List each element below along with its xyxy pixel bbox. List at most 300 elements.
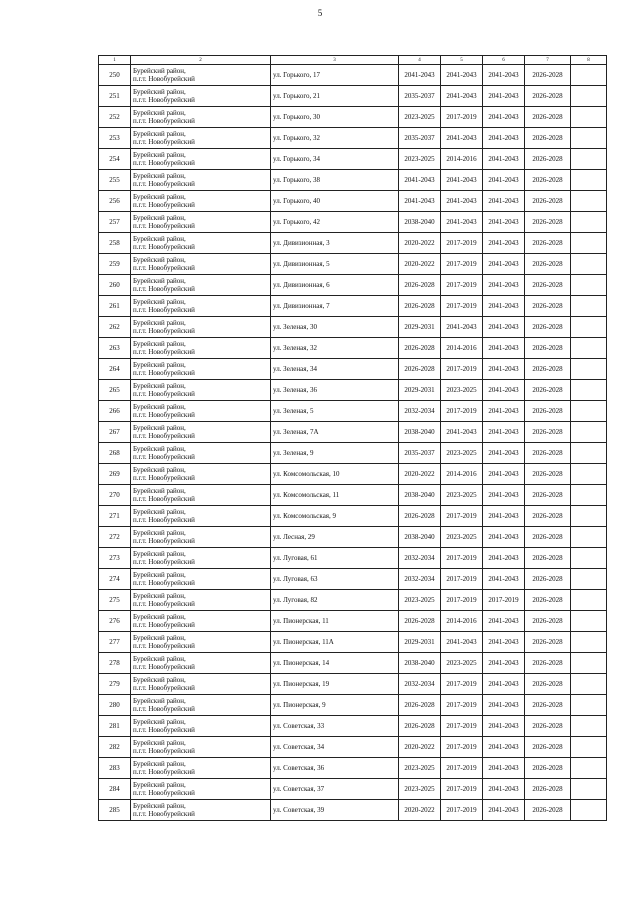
period-col-4: 2026-2028 — [399, 338, 441, 359]
settlement-name: п.г.т. Новобурейский — [133, 117, 195, 125]
settlement-name: п.г.т. Новобурейский — [133, 768, 195, 776]
period-col-6: 2041-2043 — [483, 674, 525, 695]
settlement-name: п.г.т. Новобурейский — [133, 264, 195, 272]
empty-col-8 — [571, 611, 607, 632]
settlement-name: п.г.т. Новобурейский — [133, 726, 195, 734]
empty-col-8 — [571, 401, 607, 422]
table-row — [99, 758, 607, 779]
district-name: Бурейский район, — [133, 592, 186, 600]
period-col-5: 2017-2019 — [441, 737, 483, 758]
header-col-5: 5 — [441, 56, 483, 65]
empty-col-8 — [571, 716, 607, 737]
row-number: 263 — [99, 338, 131, 359]
district-name: Бурейский район, — [133, 256, 186, 264]
table-row — [99, 695, 607, 716]
table-row — [99, 86, 607, 107]
table-row — [99, 590, 607, 611]
table-row — [99, 149, 607, 170]
period-col-5: 2017-2019 — [441, 506, 483, 527]
period-col-6: 2041-2043 — [483, 800, 525, 821]
period-col-6: 2041-2043 — [483, 65, 525, 86]
settlement-name: п.г.т. Новобурейский — [133, 327, 195, 335]
district-cell — [131, 800, 271, 821]
period-col-7: 2026-2028 — [525, 380, 571, 401]
district-name: Бурейский район, — [133, 319, 186, 327]
district-cell — [131, 317, 271, 338]
settlement-name: п.г.т. Новобурейский — [133, 705, 195, 713]
period-col-7: 2026-2028 — [525, 611, 571, 632]
period-col-7: 2026-2028 — [525, 296, 571, 317]
period-col-4: 2023-2025 — [399, 758, 441, 779]
period-col-5: 2023-2025 — [441, 485, 483, 506]
settlement-name: п.г.т. Новобурейский — [133, 684, 195, 692]
period-col-5: 2017-2019 — [441, 674, 483, 695]
district-name: Бурейский район, — [133, 172, 186, 180]
period-col-6: 2041-2043 — [483, 359, 525, 380]
empty-col-8 — [571, 359, 607, 380]
period-col-6: 2041-2043 — [483, 401, 525, 422]
empty-col-8 — [571, 506, 607, 527]
settlement-name: п.г.т. Новобурейский — [133, 411, 195, 419]
period-col-7: 2026-2028 — [525, 674, 571, 695]
period-col-5: 2017-2019 — [441, 107, 483, 128]
period-col-4: 2020-2022 — [399, 800, 441, 821]
district-name: Бурейский район, — [133, 235, 186, 243]
period-col-6: 2041-2043 — [483, 716, 525, 737]
period-col-5: 2041-2043 — [441, 191, 483, 212]
district-cell — [131, 338, 271, 359]
period-col-6: 2041-2043 — [483, 254, 525, 275]
period-col-4: 2026-2028 — [399, 296, 441, 317]
district-cell — [131, 359, 271, 380]
period-col-4: 2020-2022 — [399, 737, 441, 758]
period-col-4: 2035-2037 — [399, 443, 441, 464]
district-name: Бурейский район, — [133, 760, 186, 768]
period-col-4: 2023-2025 — [399, 107, 441, 128]
address-cell: ул. Пионерская, 19 — [271, 674, 399, 695]
settlement-name: п.г.т. Новобурейский — [133, 453, 195, 461]
period-col-7: 2026-2028 — [525, 632, 571, 653]
period-col-4: 2038-2040 — [399, 422, 441, 443]
period-col-6: 2041-2043 — [483, 611, 525, 632]
address-cell: ул. Горького, 21 — [271, 86, 399, 107]
period-col-7: 2026-2028 — [525, 317, 571, 338]
settlement-name: п.г.т. Новобурейский — [133, 306, 195, 314]
period-col-4: 2041-2043 — [399, 191, 441, 212]
period-col-7: 2026-2028 — [525, 401, 571, 422]
period-col-5: 2014-2016 — [441, 464, 483, 485]
period-col-6: 2041-2043 — [483, 485, 525, 506]
district-cell — [131, 212, 271, 233]
period-col-4: 2032-2034 — [399, 569, 441, 590]
district-cell — [131, 611, 271, 632]
address-cell: ул. Дивизионная, 7 — [271, 296, 399, 317]
address-cell: ул. Комсомольская, 10 — [271, 464, 399, 485]
period-col-6: 2041-2043 — [483, 149, 525, 170]
district-name: Бурейский район, — [133, 67, 186, 75]
row-number: 283 — [99, 758, 131, 779]
district-name: Бурейский район, — [133, 781, 186, 789]
period-col-6: 2041-2043 — [483, 695, 525, 716]
district-name: Бурейский район, — [133, 193, 186, 201]
header-col-3: 3 — [271, 56, 399, 65]
empty-col-8 — [571, 233, 607, 254]
district-name: Бурейский район, — [133, 361, 186, 369]
row-number: 282 — [99, 737, 131, 758]
header-col-4: 4 — [399, 56, 441, 65]
period-col-5: 2023-2025 — [441, 380, 483, 401]
row-number: 266 — [99, 401, 131, 422]
district-cell — [131, 65, 271, 86]
empty-col-8 — [571, 296, 607, 317]
address-cell: ул. Горького, 42 — [271, 212, 399, 233]
settlement-name: п.г.т. Новобурейский — [133, 810, 195, 818]
address-cell: ул. Горького, 32 — [271, 128, 399, 149]
empty-col-8 — [571, 170, 607, 191]
empty-col-8 — [571, 128, 607, 149]
period-col-4: 2020-2022 — [399, 464, 441, 485]
address-cell: ул. Горького, 30 — [271, 107, 399, 128]
table-row — [99, 212, 607, 233]
row-number: 250 — [99, 65, 131, 86]
period-col-6: 2041-2043 — [483, 443, 525, 464]
period-col-6: 2041-2043 — [483, 317, 525, 338]
address-cell: ул. Зеленая, 7А — [271, 422, 399, 443]
district-cell — [131, 149, 271, 170]
empty-col-8 — [571, 527, 607, 548]
table-row — [99, 317, 607, 338]
period-col-4: 2032-2034 — [399, 674, 441, 695]
table-row — [99, 380, 607, 401]
settlement-name: п.г.т. Новобурейский — [133, 579, 195, 587]
housing-registry-table — [98, 55, 607, 821]
period-col-7: 2026-2028 — [525, 233, 571, 254]
district-name: Бурейский район, — [133, 718, 186, 726]
period-col-5: 2017-2019 — [441, 359, 483, 380]
row-number: 258 — [99, 233, 131, 254]
period-col-6: 2041-2043 — [483, 191, 525, 212]
settlement-name: п.г.т. Новобурейский — [133, 747, 195, 755]
period-col-6: 2041-2043 — [483, 212, 525, 233]
table-row — [99, 359, 607, 380]
settlement-name: п.г.т. Новобурейский — [133, 600, 195, 608]
district-cell — [131, 170, 271, 191]
district-cell — [131, 128, 271, 149]
period-col-5: 2017-2019 — [441, 695, 483, 716]
address-cell: ул. Зеленая, 32 — [271, 338, 399, 359]
district-cell — [131, 254, 271, 275]
district-cell — [131, 590, 271, 611]
district-cell — [131, 296, 271, 317]
table-row — [99, 443, 607, 464]
period-col-4: 2023-2025 — [399, 590, 441, 611]
empty-col-8 — [571, 758, 607, 779]
settlement-name: п.г.т. Новобурейский — [133, 159, 195, 167]
period-col-7: 2026-2028 — [525, 695, 571, 716]
period-col-7: 2026-2028 — [525, 464, 571, 485]
empty-col-8 — [571, 107, 607, 128]
row-number: 257 — [99, 212, 131, 233]
period-col-4: 2026-2028 — [399, 716, 441, 737]
period-col-6: 2017-2019 — [483, 590, 525, 611]
period-col-5: 2041-2043 — [441, 170, 483, 191]
period-col-7: 2026-2028 — [525, 128, 571, 149]
row-number: 274 — [99, 569, 131, 590]
period-col-4: 2029-2031 — [399, 317, 441, 338]
period-col-7: 2026-2028 — [525, 485, 571, 506]
district-cell — [131, 569, 271, 590]
period-col-7: 2026-2028 — [525, 590, 571, 611]
period-col-5: 2041-2043 — [441, 212, 483, 233]
period-col-4: 2035-2037 — [399, 128, 441, 149]
district-cell — [131, 758, 271, 779]
period-col-5: 2041-2043 — [441, 86, 483, 107]
settlement-name: п.г.т. Новобурейский — [133, 180, 195, 188]
period-col-5: 2041-2043 — [441, 65, 483, 86]
address-cell: ул. Советская, 33 — [271, 716, 399, 737]
table-row — [99, 632, 607, 653]
table-row — [99, 296, 607, 317]
address-cell: ул. Дивизионная, 3 — [271, 233, 399, 254]
row-number: 252 — [99, 107, 131, 128]
empty-col-8 — [571, 779, 607, 800]
row-number: 275 — [99, 590, 131, 611]
settlement-name: п.г.т. Новобурейский — [133, 474, 195, 482]
district-cell — [131, 527, 271, 548]
district-cell — [131, 380, 271, 401]
page-number: 5 — [317, 8, 323, 18]
period-col-4: 2029-2031 — [399, 632, 441, 653]
table-row — [99, 401, 607, 422]
address-cell: ул. Луговая, 61 — [271, 548, 399, 569]
empty-col-8 — [571, 275, 607, 296]
table-row — [99, 233, 607, 254]
district-cell — [131, 506, 271, 527]
district-name: Бурейский район, — [133, 130, 186, 138]
row-number: 281 — [99, 716, 131, 737]
period-col-7: 2026-2028 — [525, 527, 571, 548]
row-number: 251 — [99, 86, 131, 107]
table-row — [99, 338, 607, 359]
district-cell — [131, 86, 271, 107]
district-cell — [131, 422, 271, 443]
period-col-4: 2038-2040 — [399, 653, 441, 674]
address-cell: ул. Горького, 38 — [271, 170, 399, 191]
address-cell: ул. Горького, 17 — [271, 65, 399, 86]
period-col-4: 2038-2040 — [399, 485, 441, 506]
period-col-7: 2026-2028 — [525, 443, 571, 464]
table-row — [99, 275, 607, 296]
period-col-5: 2017-2019 — [441, 569, 483, 590]
period-col-6: 2041-2043 — [483, 632, 525, 653]
period-col-7: 2026-2028 — [525, 65, 571, 86]
period-col-4: 2023-2025 — [399, 149, 441, 170]
row-number: 261 — [99, 296, 131, 317]
period-col-4: 2041-2043 — [399, 65, 441, 86]
address-cell: ул. Зеленая, 36 — [271, 380, 399, 401]
period-col-4: 2026-2028 — [399, 275, 441, 296]
district-name: Бурейский район, — [133, 340, 186, 348]
settlement-name: п.г.т. Новобурейский — [133, 558, 195, 566]
period-col-7: 2026-2028 — [525, 800, 571, 821]
address-cell: ул. Советская, 34 — [271, 737, 399, 758]
district-cell — [131, 233, 271, 254]
row-number: 265 — [99, 380, 131, 401]
district-name: Бурейский район, — [133, 655, 186, 663]
period-col-6: 2041-2043 — [483, 338, 525, 359]
empty-col-8 — [571, 590, 607, 611]
table-row — [99, 191, 607, 212]
settlement-name: п.г.т. Новобурейский — [133, 621, 195, 629]
period-col-5: 2041-2043 — [441, 128, 483, 149]
period-col-7: 2026-2028 — [525, 506, 571, 527]
period-col-4: 2029-2031 — [399, 380, 441, 401]
period-col-5: 2017-2019 — [441, 779, 483, 800]
table-row — [99, 674, 607, 695]
period-col-6: 2041-2043 — [483, 233, 525, 254]
district-cell — [131, 464, 271, 485]
row-number: 270 — [99, 485, 131, 506]
address-cell: ул. Пионерская, 11 — [271, 611, 399, 632]
address-cell: ул. Горького, 40 — [271, 191, 399, 212]
period-col-5: 2017-2019 — [441, 401, 483, 422]
row-number: 280 — [99, 695, 131, 716]
address-cell: ул. Дивизионная, 5 — [271, 254, 399, 275]
row-number: 278 — [99, 653, 131, 674]
period-col-6: 2041-2043 — [483, 275, 525, 296]
district-cell — [131, 443, 271, 464]
district-cell — [131, 674, 271, 695]
settlement-name: п.г.т. Новобурейский — [133, 789, 195, 797]
row-number: 254 — [99, 149, 131, 170]
district-cell — [131, 485, 271, 506]
row-number: 269 — [99, 464, 131, 485]
period-col-7: 2026-2028 — [525, 653, 571, 674]
settlement-name: п.г.т. Новобурейский — [133, 75, 195, 83]
district-cell — [131, 779, 271, 800]
district-name: Бурейский район, — [133, 529, 186, 537]
table-row — [99, 128, 607, 149]
empty-col-8 — [571, 65, 607, 86]
district-name: Бурейский район, — [133, 298, 186, 306]
period-col-4: 2020-2022 — [399, 233, 441, 254]
district-name: Бурейский район, — [133, 508, 186, 516]
period-col-5: 2023-2025 — [441, 527, 483, 548]
district-name: Бурейский район, — [133, 109, 186, 117]
settlement-name: п.г.т. Новобурейский — [133, 642, 195, 650]
period-col-7: 2026-2028 — [525, 191, 571, 212]
row-number: 264 — [99, 359, 131, 380]
settlement-name: п.г.т. Новобурейский — [133, 348, 195, 356]
district-name: Бурейский район, — [133, 151, 186, 159]
period-col-7: 2026-2028 — [525, 275, 571, 296]
district-name: Бурейский район, — [133, 613, 186, 621]
table-row — [99, 422, 607, 443]
period-col-6: 2041-2043 — [483, 737, 525, 758]
district-cell — [131, 716, 271, 737]
empty-col-8 — [571, 380, 607, 401]
address-cell: ул. Дивизионная, 6 — [271, 275, 399, 296]
settlement-name: п.г.т. Новобурейский — [133, 432, 195, 440]
table-row — [99, 65, 607, 86]
table-body — [99, 65, 607, 821]
row-number: 255 — [99, 170, 131, 191]
district-cell — [131, 695, 271, 716]
address-cell: ул. Зеленая, 9 — [271, 443, 399, 464]
district-name: Бурейский район, — [133, 802, 186, 810]
address-cell: ул. Советская, 39 — [271, 800, 399, 821]
period-col-6: 2041-2043 — [483, 569, 525, 590]
table-row — [99, 653, 607, 674]
empty-col-8 — [571, 632, 607, 653]
district-name: Бурейский район, — [133, 88, 186, 96]
period-col-6: 2041-2043 — [483, 548, 525, 569]
period-col-7: 2026-2028 — [525, 569, 571, 590]
row-number: 271 — [99, 506, 131, 527]
period-col-7: 2026-2028 — [525, 170, 571, 191]
district-cell — [131, 632, 271, 653]
district-cell — [131, 737, 271, 758]
empty-col-8 — [571, 653, 607, 674]
period-col-4: 2023-2025 — [399, 779, 441, 800]
empty-col-8 — [571, 695, 607, 716]
period-col-5: 2017-2019 — [441, 758, 483, 779]
period-col-6: 2041-2043 — [483, 128, 525, 149]
settlement-name: п.г.т. Новобурейский — [133, 663, 195, 671]
table-row — [99, 170, 607, 191]
row-number: 284 — [99, 779, 131, 800]
district-name: Бурейский район, — [133, 739, 186, 747]
period-col-5: 2017-2019 — [441, 800, 483, 821]
table-row — [99, 506, 607, 527]
table-row — [99, 716, 607, 737]
table-row — [99, 569, 607, 590]
period-col-7: 2026-2028 — [525, 338, 571, 359]
row-number: 253 — [99, 128, 131, 149]
empty-col-8 — [571, 86, 607, 107]
address-cell: ул. Советская, 37 — [271, 779, 399, 800]
period-col-4: 2026-2028 — [399, 359, 441, 380]
row-number: 272 — [99, 527, 131, 548]
settlement-name: п.г.т. Новобурейский — [133, 285, 195, 293]
table-row — [99, 485, 607, 506]
header-col-2: 2 — [131, 56, 271, 65]
row-number: 285 — [99, 800, 131, 821]
period-col-5: 2023-2025 — [441, 653, 483, 674]
period-col-6: 2041-2043 — [483, 653, 525, 674]
period-col-7: 2026-2028 — [525, 107, 571, 128]
empty-col-8 — [571, 212, 607, 233]
district-name: Бурейский район, — [133, 676, 186, 684]
period-col-7: 2026-2028 — [525, 422, 571, 443]
district-cell — [131, 191, 271, 212]
address-cell: ул. Горького, 34 — [271, 149, 399, 170]
period-col-7: 2026-2028 — [525, 359, 571, 380]
district-name: Бурейский район, — [133, 424, 186, 432]
district-name: Бурейский район, — [133, 466, 186, 474]
district-name: Бурейский район, — [133, 445, 186, 453]
period-col-5: 2017-2019 — [441, 548, 483, 569]
period-col-5: 2017-2019 — [441, 590, 483, 611]
settlement-name: п.г.т. Новобурейский — [133, 201, 195, 209]
row-number: 273 — [99, 548, 131, 569]
district-name: Бурейский район, — [133, 487, 186, 495]
row-number: 276 — [99, 611, 131, 632]
empty-col-8 — [571, 548, 607, 569]
address-cell: ул. Советская, 36 — [271, 758, 399, 779]
period-col-7: 2026-2028 — [525, 737, 571, 758]
settlement-name: п.г.т. Новобурейский — [133, 516, 195, 524]
